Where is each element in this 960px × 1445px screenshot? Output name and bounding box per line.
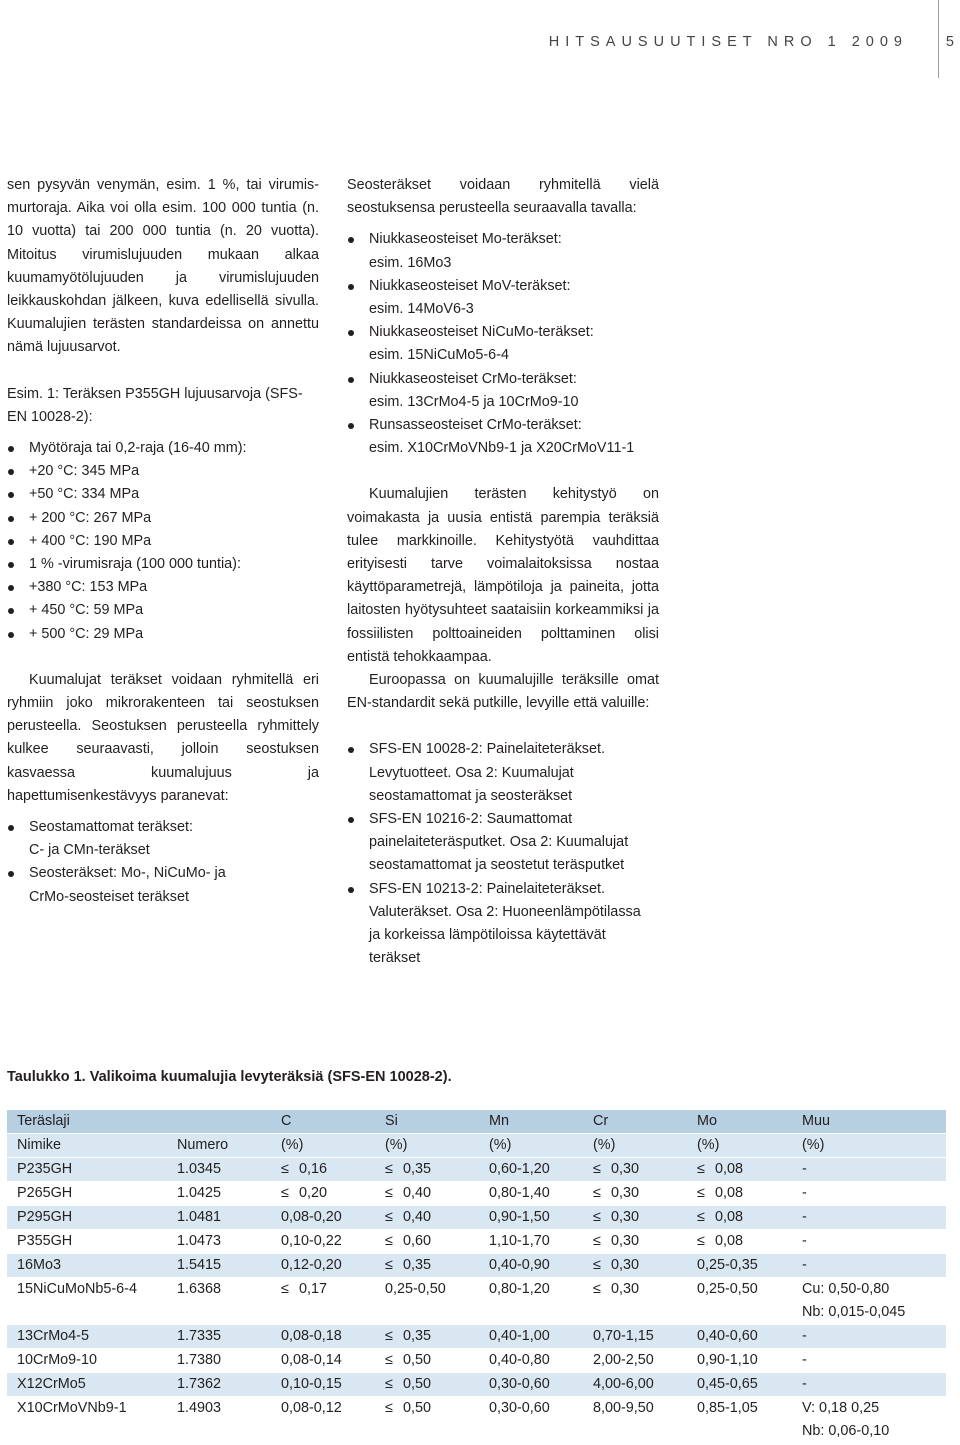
example-intro: Esim. 1: Teräksen P355GH lujuusarvoja (SFS-EN 10028-2): [7,385,303,425]
list-item: SFS-EN 10213-2: Painelaiteteräkset. Valuteräkset. Osa 2: Huoneenlämpötilassa ja korkeissa lämpötiloissa käytettävät teräkset [347,878,647,971]
list-item: SFS-EN 10028-2: Painelaiteteräkset. Levytuotteet. Osa 2: Kuumalujat seostamattomat ja seosteräkset [347,738,647,808]
less-or-equal-symbol: ≤ [593,1209,601,1225]
table-cell-cr: ≤ 0,30 [583,1278,687,1325]
less-or-equal-symbol: ≤ [385,1328,393,1344]
steel-groups-list [7,816,319,909]
table-cell-si: ≤ 0,35 [375,1158,479,1182]
table-cell-muu: - [802,1233,807,1249]
less-or-equal-symbol: ≤ [697,1209,705,1225]
column-subheader: (%) [792,1134,946,1158]
table-cell-name: 10CrMo9-10 [17,1352,97,1368]
list-item: SFS-EN 10216-2: Saumattomat painelaiteteräsputket. Osa 2: Kuumalujat seostamattomat ja seostetut teräsputket [347,808,647,878]
table-header-row [7,1110,946,1134]
grouping-paragraph: Kuumalujat teräkset voidaan ryhmitellä eri ryhmiin joko mikrorakenteen tai seostuksen perusteella. Seostuksen perusteella ryhmittely kulkee seuraavasti, jolloin seostuksen kasvaessa kuumalujuus ja hapettumisenkestävyys paranevat: [7,671,319,804]
less-or-equal-symbol: ≤ [385,1233,393,1249]
table-cell-cr: ≤ 0,30 [583,1182,687,1206]
table-cell-mo: ≤ 0,08 [687,1230,792,1254]
table-cell-name: P355GH [17,1233,73,1249]
alloy-intro: Seosteräkset voidaan ryhmitellä vielä seostuksensa perusteella seuraavalla tavalla: [347,177,659,217]
list-item: +380 °C: 153 MPa [7,576,319,599]
table-cell-num: 1.0481 [167,1206,271,1230]
table-cell-name: 16Mo3 [7,1254,167,1278]
column-subheader: (%) [479,1134,583,1158]
table-cell-mo: 0,90-1,10 [697,1352,758,1368]
table-cell-name: P295GH [7,1206,167,1230]
table-cell-num: 1.7380 [177,1352,222,1368]
table-cell-si: 0,25-0,50 [385,1281,446,1297]
table-cell-num: 1.7335 [167,1325,271,1349]
less-or-equal-symbol: ≤ [281,1185,289,1201]
table-cell-mn: 0,60-1,20 [479,1158,583,1182]
table-cell-mn: 0,40-0,80 [489,1352,550,1368]
list-item: +50 °C: 334 MPa [7,483,319,506]
column-subheader: Nimike [7,1134,167,1158]
table-cell-num: 1.0473 [177,1233,222,1249]
page-header [0,34,960,56]
less-or-equal-symbol: ≤ [281,1281,289,1297]
table-cell-mn: 0,30-0,60 [479,1373,583,1397]
table-cell-cr: ≤ 0,30 [583,1254,687,1278]
development-paragraph: Kuumalujien terästen kehitystyö on voimakasta ja uusia entistä parempia teräksiä tulee markkinoille. Kehitystyötä vauhdittaa erityisesti tarve voimalaitoksissa nostaa käyttöparametrejä, lämpötiloja ja paineita, jotta laitosten hyötysuhteet saataisiin korkeammiksi ja fossiilisten polttoaineiden polttaminen olisi entistä tehokkaampaa. [347,486,659,665]
column-header: Muu [792,1110,946,1134]
left-column [7,174,319,909]
less-or-equal-symbol: ≤ [697,1161,705,1177]
list-item: Runsasseosteiset CrMo-teräkset: esim. X10CrMoVNb9-1 ja X20CrMoV11-1 [347,414,659,460]
table-cell-muu: - [792,1325,946,1349]
steel-grades-table [7,1110,946,1444]
table-cell-si: ≤ 0,35 [375,1325,479,1349]
less-or-equal-symbol: ≤ [697,1233,705,1249]
table-cell-cr: 8,00-9,50 [593,1400,654,1416]
table-cell-muu: - [792,1254,946,1278]
column-subheader: (%) [375,1134,479,1158]
less-or-equal-symbol: ≤ [385,1185,393,1201]
less-or-equal-symbol: ≤ [385,1257,393,1273]
table-cell-muu: - [792,1206,946,1230]
table-row [7,1158,946,1182]
list-item: + 450 °C: 59 MPa [7,599,319,622]
table-cell-mn: 0,90-1,50 [479,1206,583,1230]
column-subheader: Numero [167,1134,271,1158]
column-header: Teräslaji [7,1110,167,1134]
list-item: Niukkaseosteiset NiCuMo-teräkset: esim. 15NiCuMo5-6-4 [347,321,659,367]
strength-values-list [7,437,319,646]
table-subheader-row [7,1134,946,1158]
list-item: Niukkaseosteiset CrMo-teräkset: esim. 13CrMo4-5 ja 10CrMo9-10 [347,368,659,414]
less-or-equal-symbol: ≤ [385,1161,393,1177]
table-cell-c: 0,10-0,15 [271,1373,375,1397]
table-row [7,1325,946,1349]
table-cell-mo: 0,25-0,35 [687,1254,792,1278]
table-cell-c: ≤ 0,20 [271,1182,375,1206]
less-or-equal-symbol: ≤ [593,1161,601,1177]
magazine-title: HITSAUSUUTISET NRO 1 2009 [548,34,908,50]
table-cell-mn: 1,10-1,70 [489,1233,550,1249]
less-or-equal-symbol: ≤ [385,1376,393,1392]
table-cell-num: 1.6368 [177,1281,222,1297]
table-cell-mo: 0,45-0,65 [687,1373,792,1397]
table-row [7,1254,946,1278]
table-caption: Taulukko 1. Valikoima kuumalujia levyteräksiä (SFS-EN 10028-2). [7,1069,452,1085]
table-cell-si: ≤ 0,50 [375,1349,479,1373]
alloy-steels-list [347,228,659,460]
table-cell-cr: ≤ 0,30 [583,1158,687,1182]
table-cell-si: ≤ 0,40 [375,1206,479,1230]
list-item: Niukkaseosteiset MoV-teräkset: esim. 14MoV6-3 [347,275,659,321]
less-or-equal-symbol: ≤ [385,1400,393,1416]
table-row [7,1373,946,1397]
standards-list [347,738,647,970]
table-cell-mn: 0,40-0,90 [479,1254,583,1278]
table-cell-name: X12CrMo5 [7,1373,167,1397]
table-cell-num: 1.4903 [177,1400,222,1416]
less-or-equal-symbol: ≤ [697,1185,705,1201]
table-cell-name: P265GH [17,1185,73,1201]
table-cell-num: 1.0345 [167,1158,271,1182]
table-cell-cr: ≤ 0,30 [583,1230,687,1254]
right-column [347,174,659,971]
less-or-equal-symbol: ≤ [281,1161,289,1177]
table-cell-c: ≤ 0,16 [271,1158,375,1182]
table-cell-c: 0,08-0,20 [271,1206,375,1230]
table-cell-num: 1.7362 [167,1373,271,1397]
table-cell-c: 0,12-0,20 [271,1254,375,1278]
table-row [7,1206,946,1230]
table-row [7,1182,946,1206]
table-cell-name: 13CrMo4-5 [7,1325,167,1349]
table-cell-mn: 0,40-1,00 [479,1325,583,1349]
table-cell-c: ≤ 0,17 [271,1278,375,1325]
page-number: 5 [945,34,954,50]
column-header: Mn [479,1110,583,1134]
table-cell-mo: 0,40-0,60 [687,1325,792,1349]
list-item: +20 °C: 345 MPa [7,460,319,483]
standards-paragraph: Euroopassa on kuumalujille teräksille omat EN-standardit sekä putkille, levyille että valuille: [347,672,659,712]
table-cell-c: 0,08-0,12 [281,1400,342,1416]
column-header: Si [375,1110,479,1134]
table-cell-num: 1.5415 [167,1254,271,1278]
table-cell-cr: 0,70-1,15 [583,1325,687,1349]
table-cell-mn: 0,30-0,60 [489,1400,550,1416]
table-cell-cr: 2,00-2,50 [593,1352,654,1368]
table-cell-muu: - [802,1185,807,1201]
table-row [7,1278,946,1325]
column-header: C [271,1110,375,1134]
column-header: Mo [687,1110,792,1134]
table-cell-si: ≤ 0,40 [375,1182,479,1206]
intro-paragraph: sen pysyvän venymän, esim. 1 %, tai virumis-murtoraja. Aika voi olla esim. 100 000 tuntia (n. 10 vuotta) tai 200 000 tuntia (n. 20 vuotta). Mitoitus virumislujuuden mukaan alkaa kuumamyötölujuuden ja virumislujuuden leikkauskohdan jälkeen, kuva edellisellä sivulla. Kuumalujien terästen standardeissa on annettu nämä lujuusarvot. [7,177,319,356]
list-item: + 500 °C: 29 MPa [7,623,319,646]
header-divider [938,0,939,78]
column-subheader: (%) [583,1134,687,1158]
table-cell-name: X10CrMoVNb9-1 [17,1400,127,1416]
list-item: Seostamattomat teräkset: C- ja CMn-teräkset [7,816,319,862]
less-or-equal-symbol: ≤ [593,1233,601,1249]
table-cell-mo: 0,25-0,50 [697,1281,758,1297]
table-cell-muu: - [792,1373,946,1397]
column-subheader: (%) [271,1134,375,1158]
table-cell-mn: 0,80-1,40 [489,1185,550,1201]
table-cell-muu: - [792,1158,946,1182]
table-cell-mn: 0,80-1,20 [489,1281,550,1297]
table-cell-cr: 4,00-6,00 [583,1373,687,1397]
list-item: Niukkaseosteiset Mo-teräkset: esim. 16Mo3 [347,228,659,274]
table-cell-mo: ≤ 0,08 [687,1182,792,1206]
table-cell-muu: - [802,1352,807,1368]
column-header: Cr [583,1110,687,1134]
table-row [7,1230,946,1254]
table-row [7,1397,946,1444]
less-or-equal-symbol: ≤ [593,1185,601,1201]
table-cell-mo: ≤ 0,08 [687,1206,792,1230]
less-or-equal-symbol: ≤ [385,1352,393,1368]
table-cell-c: 0,10-0,22 [281,1233,342,1249]
table-row [7,1349,946,1373]
table-cell-c: 0,08-0,14 [281,1352,342,1368]
less-or-equal-symbol: ≤ [593,1281,601,1297]
list-item: 1 % -virumisraja (100 000 tuntia): [7,553,319,576]
table-cell-cr: ≤ 0,30 [583,1206,687,1230]
table-cell-mo: ≤ 0,08 [687,1158,792,1182]
table-cell-muu: Cu: 0,50-0,80 Nb: 0,015-0,045 [802,1281,906,1320]
table-cell-num: 1.0425 [177,1185,222,1201]
list-item: Myötöraja tai 0,2-raja (16-40 mm): [7,437,319,460]
column-subheader: (%) [687,1134,792,1158]
column-header [167,1110,271,1134]
list-item: + 200 °C: 267 MPa [7,507,319,530]
table-cell-si: ≤ 0,50 [375,1397,479,1444]
table-cell-name: 15NiCuMoNb5-6-4 [17,1281,137,1297]
less-or-equal-symbol: ≤ [385,1209,393,1225]
table-cell-si: ≤ 0,50 [375,1373,479,1397]
list-item: + 400 °C: 190 MPa [7,530,319,553]
table-cell-si: ≤ 0,60 [375,1230,479,1254]
table-cell-mo: 0,85-1,05 [697,1400,758,1416]
table-cell-muu: V: 0,18 0,25 Nb: 0,06-0,10 [802,1400,890,1439]
list-item: Seosteräkset: Mo-, NiCuMo- ja CrMo-seosteiset teräkset [7,862,319,908]
table-cell-si: ≤ 0,35 [375,1254,479,1278]
less-or-equal-symbol: ≤ [593,1257,601,1273]
table-cell-name: P235GH [7,1158,167,1182]
table-cell-c: 0,08-0,18 [271,1325,375,1349]
